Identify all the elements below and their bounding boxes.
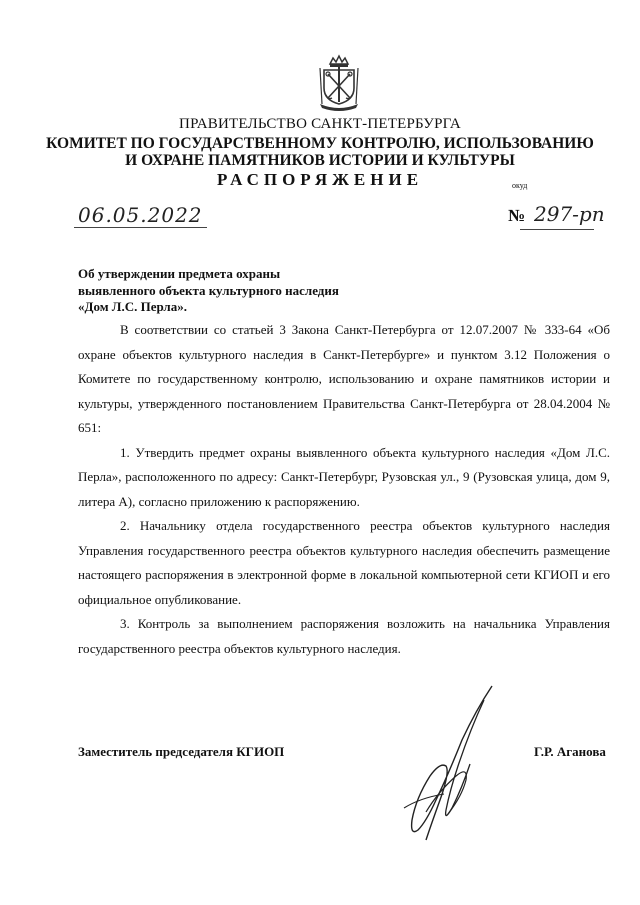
preamble-paragraph: В соответствии со статьей 3 Закона Санкт-Петербурга от 12.07.2007 № 333-64 «Об охране объектов культурного наследия в Санкт-Петербурге» и пунктом 3.12 Положения о Комитете по государственному контролю, использованию и охране памятников истории и культуры, утвержденного постановлением Правительства Санкт-Петербурга от 28.04.2004 № 651: (78, 322, 610, 435)
clause-3: 3. Контроль за выполнением распоряжения возложить на начальника Управления государственного реестра объектов культурного наследия. (78, 616, 610, 656)
subject-line-3: «Дом Л.С. Перла». (78, 299, 187, 314)
subject-line-1: Об утверждении предмета охраны (78, 266, 281, 281)
document-number: 297-рп (534, 202, 605, 226)
committee-line-1: КОМИТЕТ ПО ГОСУДАРСТВЕННОМУ КОНТРОЛЮ, ИСПОЛЬЗОВАНИЮ (46, 135, 594, 152)
document-type: РАСПОРЯЖЕНИЕ (216, 170, 424, 189)
clause-1: 1. Утвердить предмет охраны выявленного объекта культурного наследия «Дом Л.С. Перла», расположенного по адресу: Санкт-Петербург, Рузовская ул., 9 (Рузовская улица, дом 9, литера А), согласно приложению к распоряжению. (78, 444, 610, 509)
clause-2: 2. Начальнику отдела государственного реестра объектов культурного наследия Управления государственного реестра объектов культурного наследия обеспечить размещение настоящего распоряжения в электронной форме в локальной компьютерной сети КГИОП и его официальное опубликование. (78, 518, 610, 607)
spb-coat-of-arms-icon (316, 54, 362, 112)
committee-name (0, 135, 640, 169)
number-sign: № (508, 206, 526, 225)
signatory-name: Г.Р. Аганова (534, 744, 606, 759)
committee-line-2: И ОХРАНЕ ПАМЯТНИКОВ ИСТОРИИ И КУЛЬТУРЫ (125, 152, 515, 169)
subject-line-2: выявленного объекта культурного наследия (78, 282, 339, 298)
government-name: ПРАВИТЕЛЬСТВО САНКТ-ПЕТЕРБУРГА (179, 116, 461, 132)
signatory-title: Заместитель председателя КГИОП (78, 744, 285, 759)
handwritten-signature (396, 680, 506, 850)
document-date: 06.05.2022 (74, 203, 207, 228)
okud-label: окуд (512, 181, 528, 190)
subject-block (78, 266, 339, 316)
document-body (78, 318, 610, 661)
